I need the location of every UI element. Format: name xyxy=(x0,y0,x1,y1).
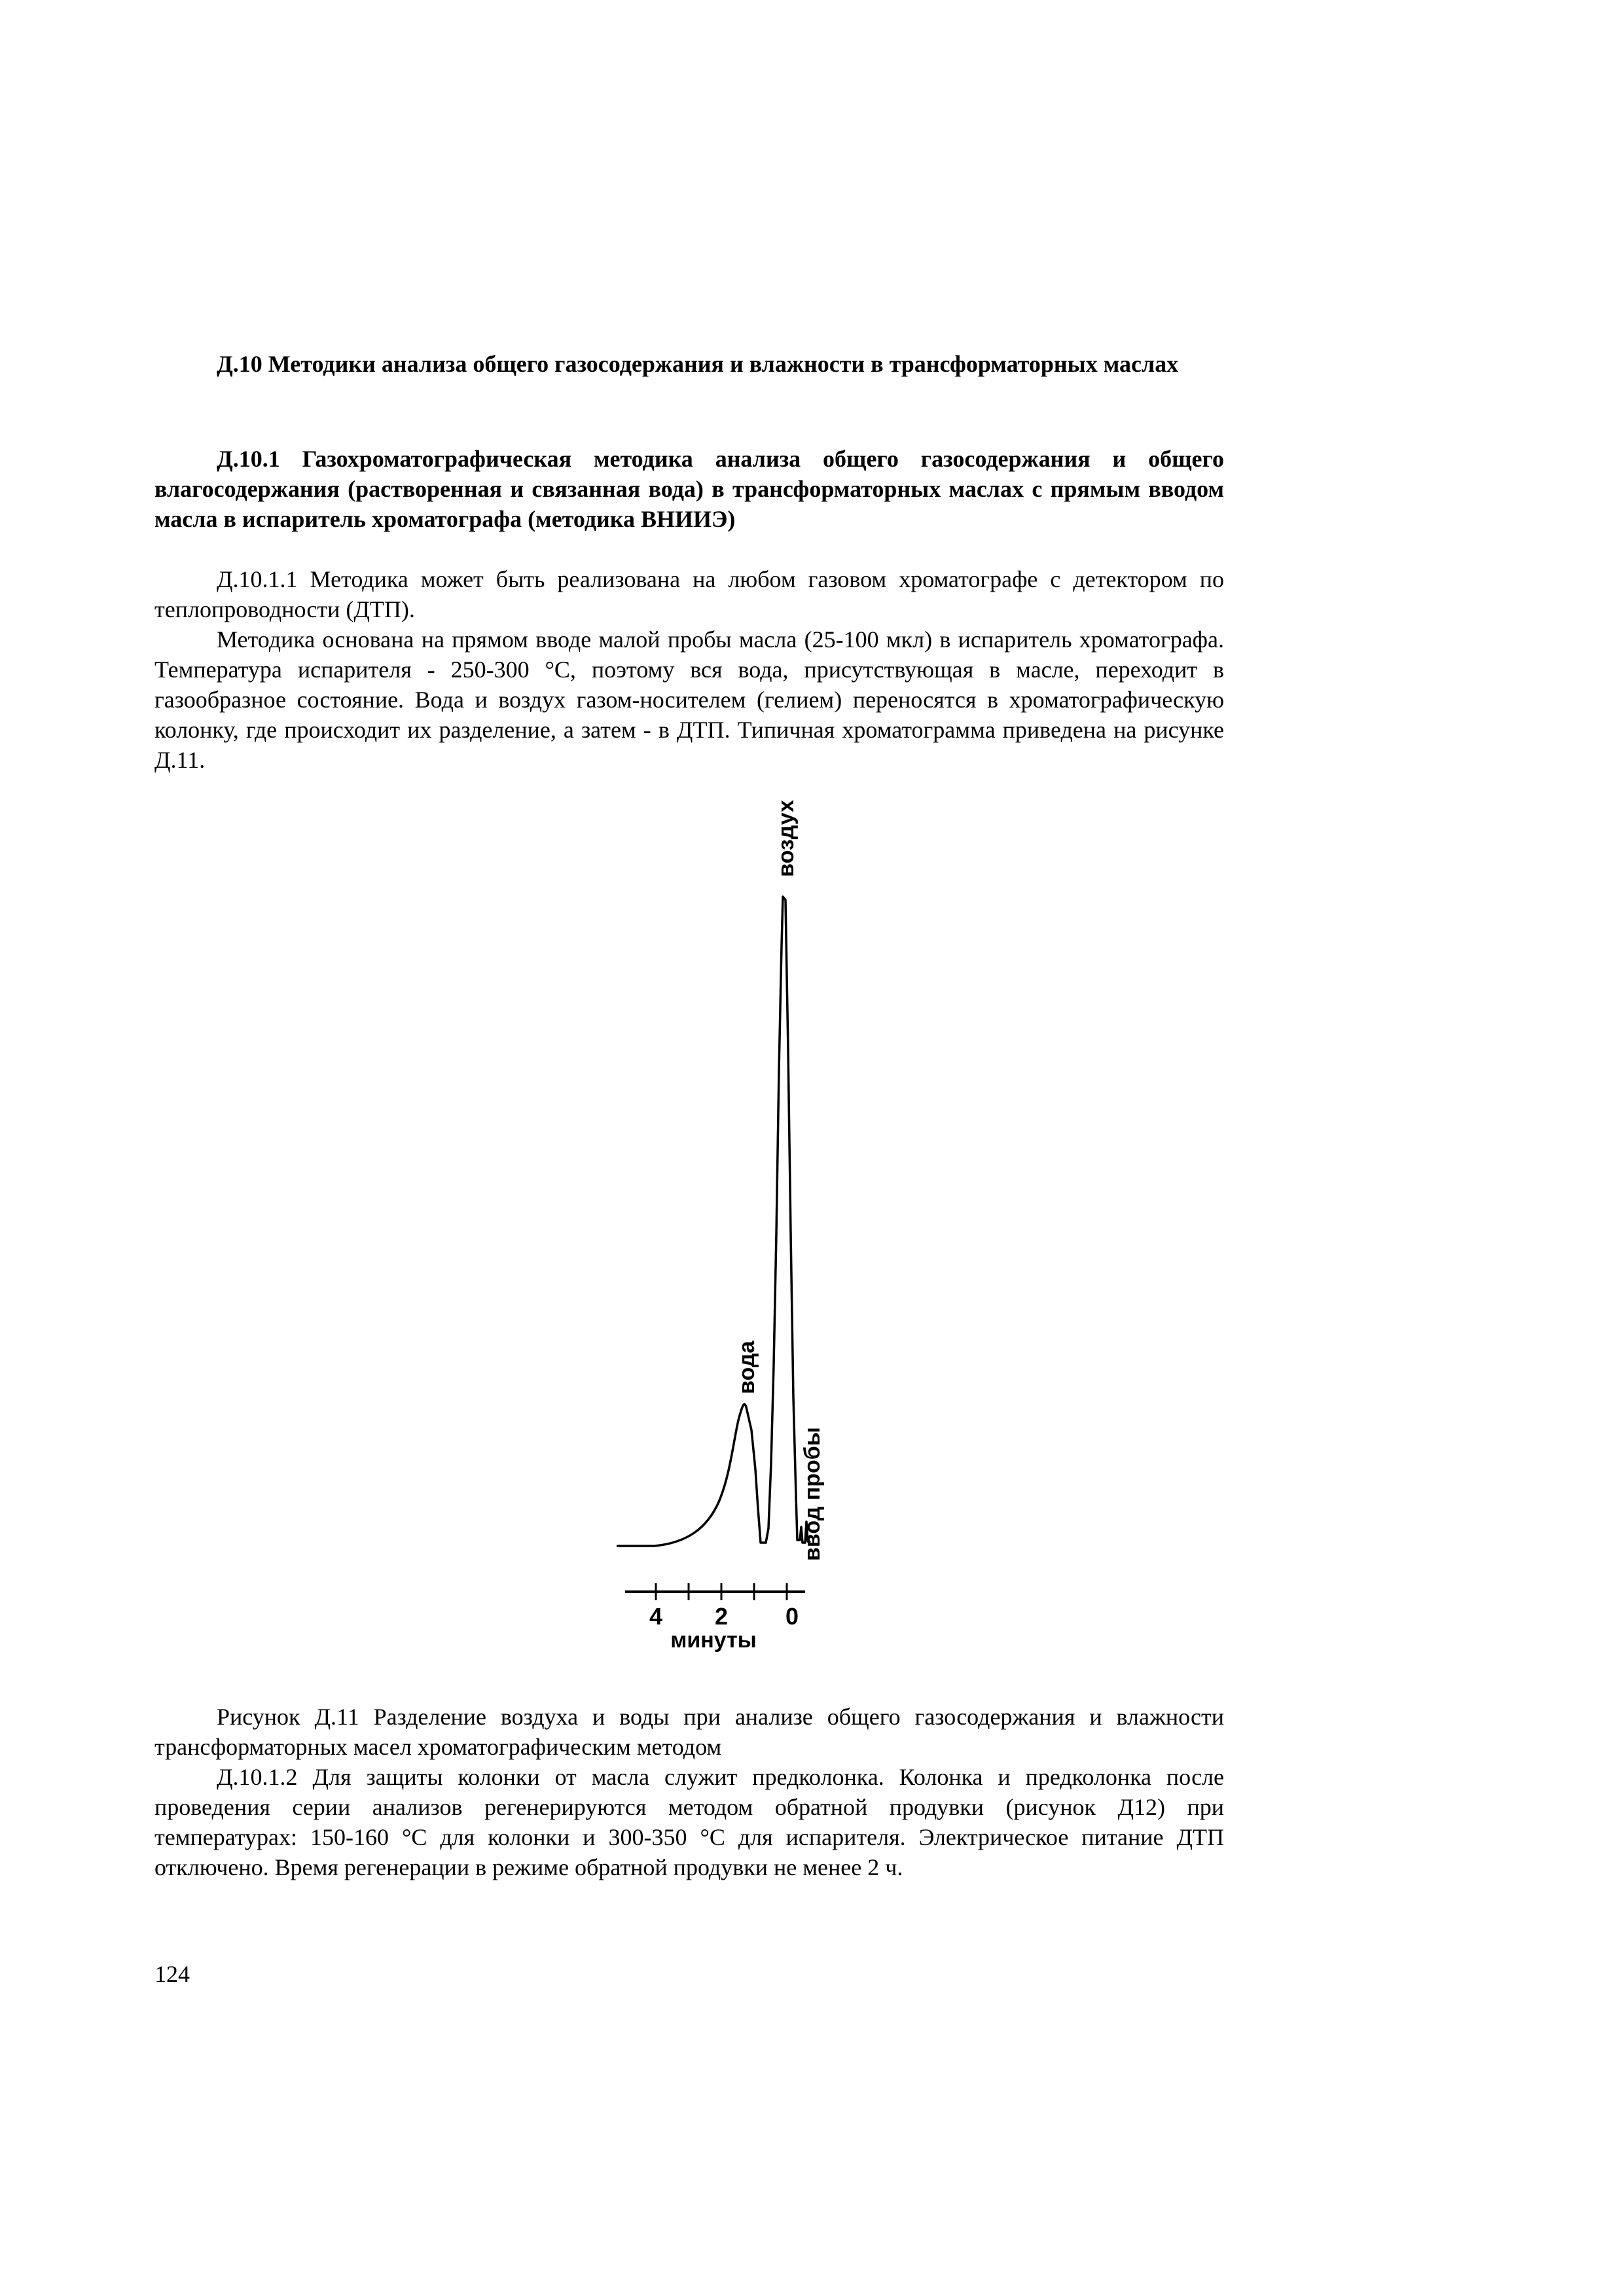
subsection-title: Д.10.1 Газохроматографическая методика анализа общего газосодержания и общего влагосодержания (растворенная и связанная вода) в трансформаторных маслах с прямым вводом масла в испаритель хроматографа (методика ВНИИЭ) xyxy=(154,446,1224,532)
chromatogram-figure xyxy=(609,776,831,1666)
figure-caption: Рисунок Д.11 Разделение воздуха и воды при анализе общего газосодержания и влажности трансформаторных масел хроматографическим методом xyxy=(154,1704,1224,1760)
peak-label-water: вода xyxy=(734,1340,759,1394)
tick-label-2: 2 xyxy=(714,1603,729,1630)
chromatogram-trace xyxy=(617,897,810,1546)
page-number: 124 xyxy=(154,1961,190,1987)
body-text-after xyxy=(154,1762,1224,1882)
paragraph-2: Методика основана на прямом вводе малой пробы масла (25-100 мкл) в испаритель хроматографа. Температура испарителя - 250-300 °С, поэтому вся вода, присутствующая в масле, переходит в газообразное состояние. Вода и воздух газом-носителем (гелием) переносятся в хроматографическую колонку, где происходит их разделение, а затем - в ДТП. Типичная хроматограмма приведена на рисунке Д.11. xyxy=(154,626,1224,773)
paragraph-3: Д.10.1.2 Для защиты колонки от масла служит предколонка. Колонка и предколонка после проведения серии анализов регенерируются методом обратной продувки (рисунок Д12) при температурах: 150-160 °С для колонки и 300-350 °С для испарителя. Электрическое питание ДТП отключено. Время регенерации в режиме обратной продувки не менее 2 ч. xyxy=(154,1764,1224,1880)
body-text xyxy=(154,564,1224,775)
tick-label-4: 4 xyxy=(649,1603,663,1630)
tick-label-0: 0 xyxy=(785,1603,799,1630)
section-title: Д.10 Методики анализа общего газосодержания и влажности в трансформаторных маслах xyxy=(217,351,1179,377)
chromatogram-svg xyxy=(609,776,831,1666)
peak-label-air: воздух xyxy=(774,800,799,877)
peak-label-injection: ввод пробы xyxy=(800,1427,825,1561)
axis-label: минуты xyxy=(670,1628,757,1653)
paragraph-1: Д.10.1.1 Методика может быть реализована на любом газовом хроматографе с детектором по теплопроводности (ДТП). xyxy=(154,566,1224,622)
